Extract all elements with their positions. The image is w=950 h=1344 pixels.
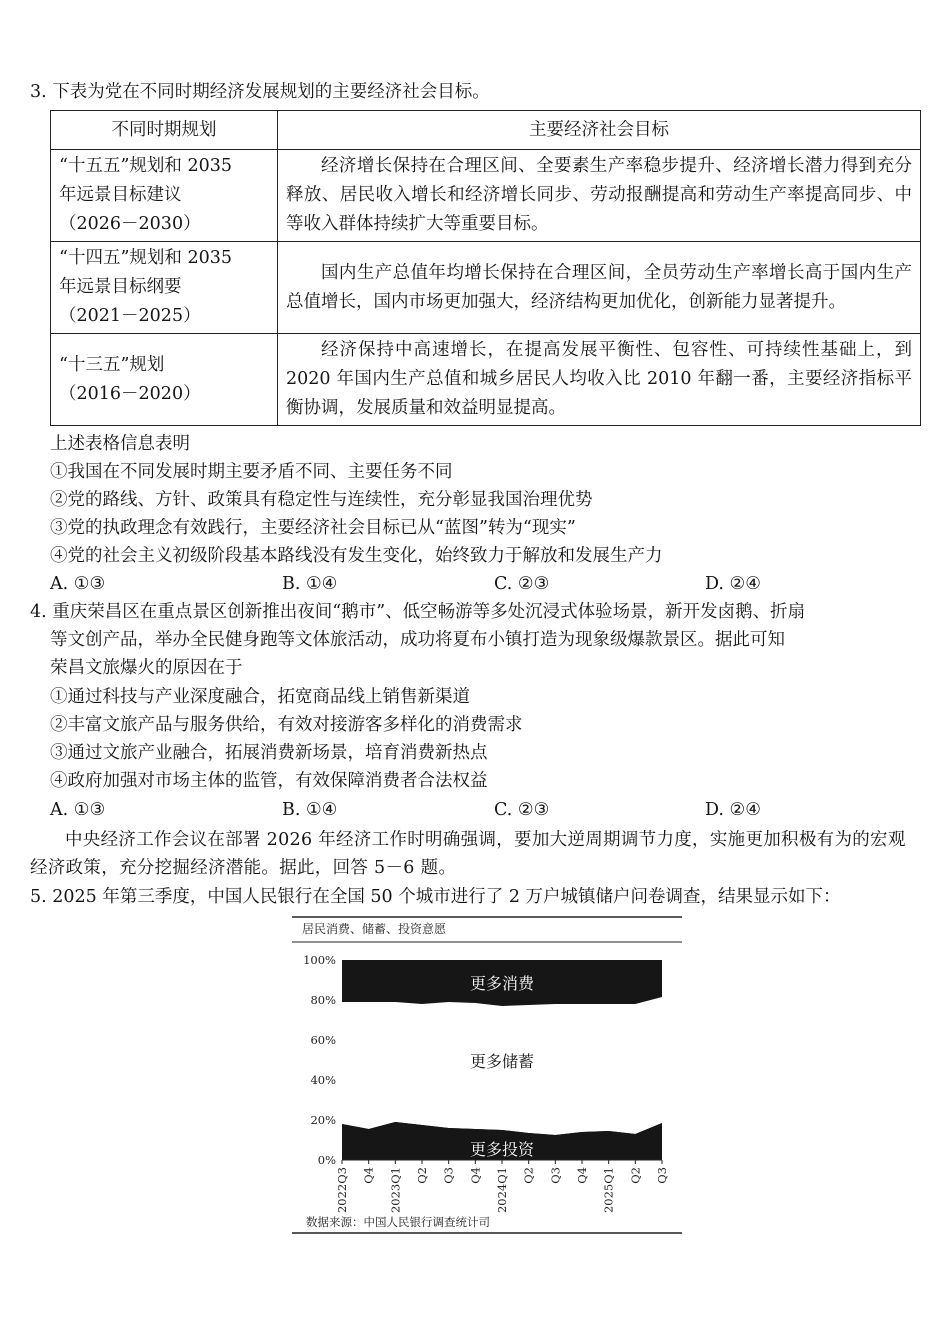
q3-lead: 上述表格信息表明 xyxy=(50,434,190,454)
q4-choice-b[interactable]: B. ①④ xyxy=(282,800,338,820)
x-tick-label: Q3 xyxy=(548,1167,563,1184)
q4-option-4: ④政府加强对市场主体的监管，有效保障消费者合法权益 xyxy=(50,771,488,791)
x-tick-label: Q3 xyxy=(441,1167,456,1184)
x-axis-ticks xyxy=(335,1160,669,1213)
q3-choice-a[interactable]: A. ①③ xyxy=(50,574,106,594)
table-header-row xyxy=(51,111,921,150)
q4-stem-line-3: 荣昌文旅爆火的原因在于 xyxy=(50,658,243,678)
q3-option-1: ①我国在不同发展时期主要矛盾不同、主要任务不同 xyxy=(50,462,453,482)
table-header-period: 不同时期规划 xyxy=(51,111,278,150)
y-tick-label: 100% xyxy=(303,953,336,967)
q4-stem-line-2: 等文创产品，举办全民健身跑等文体旅活动，成功将夏布小镇打造为现象级爆款景区。据此可知 xyxy=(50,630,785,650)
x-tick-label: 2022Q3 xyxy=(335,1167,349,1214)
x-tick-label: Q2 xyxy=(415,1167,429,1184)
period-cell: “十五五”规划和 2035 年远景目标建议 （2026－2030） xyxy=(51,150,278,242)
chart-source: 数据来源：中国人民银行调查统计司 xyxy=(306,1215,490,1229)
goals-cell: 经济增长保持在合理区间、全要素生产率稳步提升、经济增长潜力得到充分释放、居民收入增长和经济增长同步、劳动报酬提高和劳动生产率提高同步、中等收入群体持续扩大等重要目标。 xyxy=(278,150,921,242)
x-tick-label: Q4 xyxy=(468,1167,483,1184)
q4-choice-c[interactable]: C. ②③ xyxy=(494,800,550,820)
x-tick-label: Q2 xyxy=(521,1167,536,1184)
q3-choice-b[interactable]: B. ①④ xyxy=(282,574,338,594)
period-cell: “十三五”规划 （2016－2020） xyxy=(51,334,278,426)
y-tick-label: 60% xyxy=(310,1033,336,1047)
q4-option-1: ①通过科技与产业深度融合，拓宽商品线上销售新渠道 xyxy=(50,687,470,707)
q3-choice-c[interactable]: C. ②③ xyxy=(494,574,550,594)
label-save: 更多储蓄 xyxy=(469,1052,535,1071)
q3-option-2: ②党的路线、方针、政策具有稳定性与连续性，充分彰显我国治理优势 xyxy=(50,490,593,510)
chart-title: 居民消费、储蓄、投资意愿 xyxy=(302,922,447,936)
savings-survey-chart xyxy=(292,915,682,1235)
label-consume: 更多消费 xyxy=(469,974,535,993)
table-row xyxy=(51,334,921,426)
q5-6-intro: 中央经济工作会议在部署 2026 年经济工作时明确强调，要加大逆周期调节力度，实施更加积极有为的宏观经济政策，充分挖掘经济潜能。据此，回答 5－6 题。 xyxy=(30,830,906,878)
y-tick-label: 20% xyxy=(310,1113,336,1127)
q4-option-3: ③通过文旅产业融合，拓展消费新场景，培育消费新热点 xyxy=(50,743,488,763)
x-tick-label: 2024Q1 xyxy=(495,1167,509,1214)
y-tick-label: 40% xyxy=(310,1073,336,1087)
x-tick-label: Q4 xyxy=(361,1167,376,1184)
q3-option-3: ③党的执政理念有效践行，主要经济社会目标已从“蓝图”转为“现实” xyxy=(50,518,576,538)
q4-option-2: ②丰富文旅产品与服务供给，有效对接游客多样化的消费需求 xyxy=(50,715,523,735)
goals-cell: 国内生产总值年均增长保持在合理区间，全员劳动生产率增长高于国内生产总值增长，国内市场更加强大，经济结构更加优化，创新能力显著提升。 xyxy=(278,242,921,334)
table-header-goals: 主要经济社会目标 xyxy=(278,111,921,150)
q3-choices xyxy=(50,570,910,598)
x-tick-label: Q4 xyxy=(575,1167,589,1184)
chart-svg xyxy=(292,915,682,1235)
table-row xyxy=(51,150,921,242)
x-tick-label: Q3 xyxy=(655,1167,669,1184)
x-tick-label: Q2 xyxy=(628,1167,643,1184)
q4-stem-line-1: 4. 重庆荣昌区在重点景区创新推出夜间“鹅市”、低空畅游等多处沉浸式体验场景，新开发卤鹅、折扇 xyxy=(30,602,806,622)
y-tick-label: 0% xyxy=(317,1153,336,1167)
q4-choices xyxy=(50,796,910,824)
q4-choice-a[interactable]: A. ①③ xyxy=(50,800,106,820)
q3-option-4: ④党的社会主义初级阶段基本路线没有发生变化，始终致力于解放和发展生产力 xyxy=(50,546,663,566)
q5-stem: 5. 2025 年第三季度，中国人民银行在全国 50 个城市进行了 2 万户城镇储户问卷调查，结果显示如下： xyxy=(30,887,841,907)
y-tick-label: 80% xyxy=(310,993,336,1007)
q3-choice-d[interactable]: D. ②④ xyxy=(705,574,761,594)
goals-cell: 经济保持中高速增长，在提高发展平衡性、包容性、可持续性基础上，到 2020 年国内生产总值和城乡居民人均收入比 2010 年翻一番，主要经济指标平衡协调，发展质量和效益明显提高。 xyxy=(278,334,921,426)
x-tick-label: 2025Q1 xyxy=(601,1167,616,1214)
label-invest: 更多投资 xyxy=(469,1140,535,1159)
period-cell: “十四五”规划和 2035 年远景目标纲要 （2021－2025） xyxy=(51,242,278,334)
q4-choice-d[interactable]: D. ②④ xyxy=(705,800,761,820)
x-tick-label: 2023Q1 xyxy=(388,1167,403,1214)
plans-table xyxy=(50,110,921,426)
y-axis-ticks xyxy=(303,953,336,1167)
table-row xyxy=(51,242,921,334)
q3-stem: 3. 下表为党在不同时期经济发展规划的主要经济社会目标。 xyxy=(30,82,490,102)
